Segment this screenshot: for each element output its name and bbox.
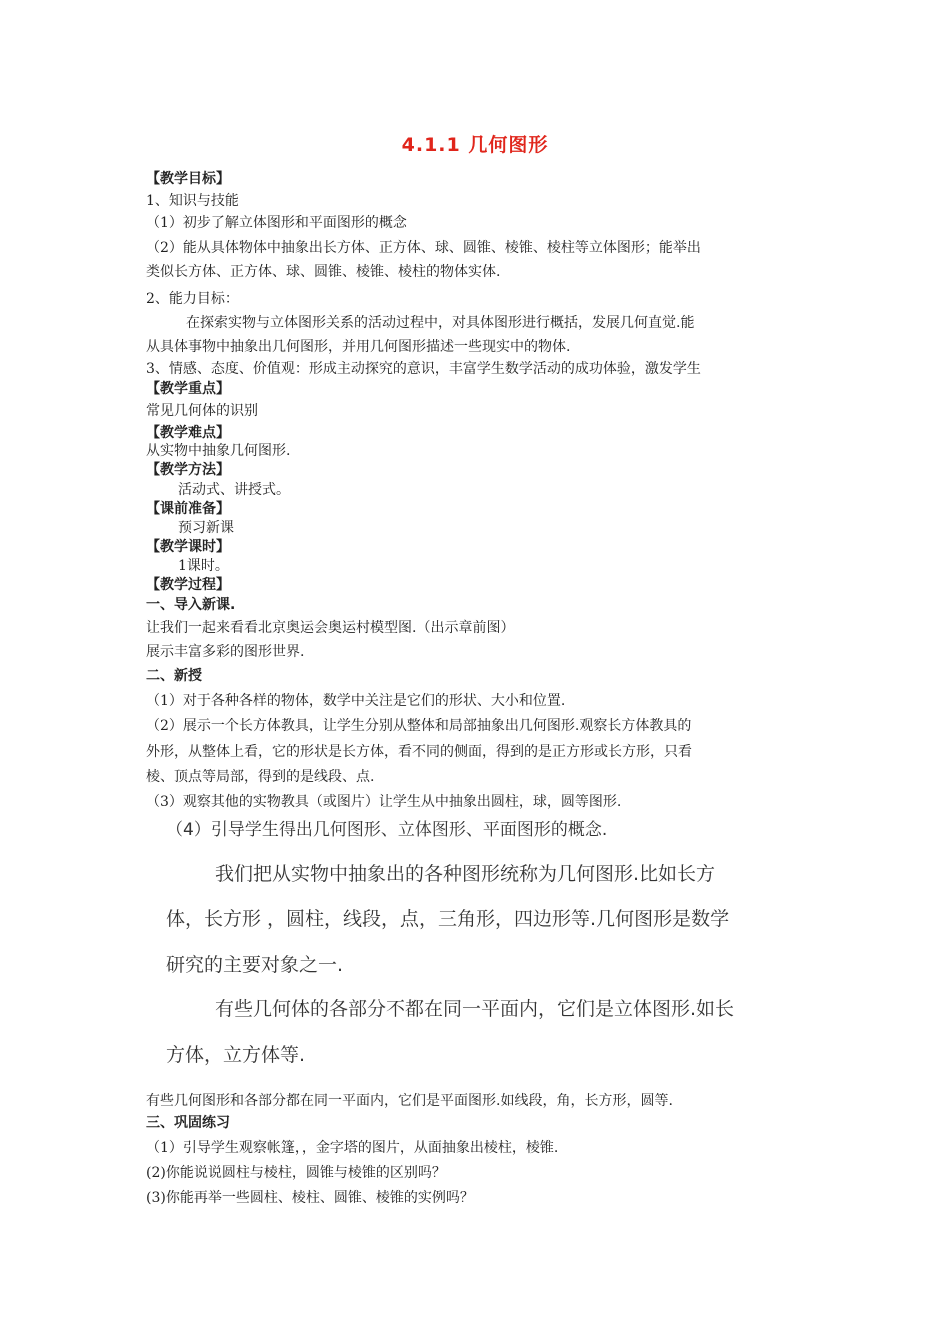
objectives-heading: 【教学目标】 [146,171,230,187]
concept-paragraph-1c: 研究的主要对象之一. [166,954,344,976]
emotion-objective: 3、情感、态度、价值观：形成主动探究的意识，丰富学生数学活动的成功体验，激发学生 [146,361,701,377]
method-text: 活动式、讲授式。 [178,482,290,498]
section3-item3: (3)你能再举一些圆柱、棱柱、圆锥、棱锥的实例吗？ [146,1190,474,1206]
objective-k2a: （2）能从具体物体中抽象出长方体、正方体、球、圆锥、棱锥、棱柱等立体图形；能举出 [146,240,701,256]
section1-text-b: 展示丰富多彩的图形世界. [146,644,305,660]
hours-text: 1课时。 [178,558,229,574]
section2-item2a: （2）展示一个长方体教具，让学生分别从整体和局部抽象出几何图形.观察长方体教具的 [146,718,692,734]
hours-heading: 【教学课时】 [146,539,230,555]
keypoint-heading: 【教学重点】 [146,381,230,397]
concept-paragraph-2a: 有些几何体的各部分不都在同一平面内，它们是立体图形.如长 [215,998,735,1020]
difficulty-text: 从实物中抽象几何图形. [146,443,291,459]
concept-paragraph-1a: 我们把从实物中抽象出的各种图形统称为几何图形.比如长方 [215,863,716,885]
section2-item4: （4）引导学生得出几何图形、立体图形、平面图形的概念. [166,820,608,840]
keypoint-text: 常见几何体的识别 [146,403,258,419]
difficulty-heading: 【教学难点】 [146,425,230,441]
section2-item2b: 外形，从整体上看，它的形状是长方体，看不同的侧面，得到的是正方形或长方形，只看 [146,744,692,760]
objective-k2b: 类似长方体、正方体、球、圆锥、棱锥、棱柱的物体实体. [146,264,501,280]
ability-text-a: 在探索实物与立体图形关系的活动过程中，对具体图形进行概括，发展几何直觉.能 [186,315,695,331]
method-heading: 【教学方法】 [146,462,230,478]
ability-title: 2、能力目标： [146,291,239,307]
page-title: 4.1.1 几何图形 [401,134,549,156]
section2-item2c: 棱、顶点等局部，得到的是线段、点. [146,769,375,785]
concept-paragraph-2b: 方体，立方体等. [166,1044,306,1066]
knowledge-title: 1、知识与技能 [146,193,239,209]
prep-text: 预习新课 [178,520,234,536]
section2-title: 二、新授 [146,668,202,684]
concept-paragraph-1b: 体，长方形 ，圆柱，线段，点，三角形，四边形等.几何图形是数学 [166,908,730,930]
section3-item2: (2)你能说说圆柱与棱柱，圆锥与棱锥的区别吗？ [146,1165,446,1181]
prep-heading: 【课前准备】 [146,501,230,517]
section3-title: 三、巩固练习 [146,1115,230,1131]
process-heading: 【教学过程】 [146,577,230,593]
section2-item3: （3）观察其他的实物教具（或图片）让学生从中抽象出圆柱，球，圆等图形. [146,794,622,810]
section1-text-a: 让我们一起来看看北京奥运会奥运村模型图.（出示章前图） [146,620,515,636]
section3-item1: （1）引导学生观察帐篷，，金字塔的图片，从面抽象出棱柱，棱锥. [146,1140,559,1156]
section2-item1: （1）对于各种各样的物体，数学中关注是它们的形状、大小和位置. [146,693,566,709]
objective-k1: （1）初步了解立体图形和平面图形的概念 [146,215,407,231]
plane-figure-text: 有些几何图形和各部分都在同一平面内，它们是平面图形.如线段，角，长方形，圆等. [146,1093,673,1109]
section1-title: 一、导入新课. [146,597,236,613]
ability-text-b: 从具体事物中抽象出几何图形，并用几何图形描述一些现实中的物体. [146,339,571,355]
